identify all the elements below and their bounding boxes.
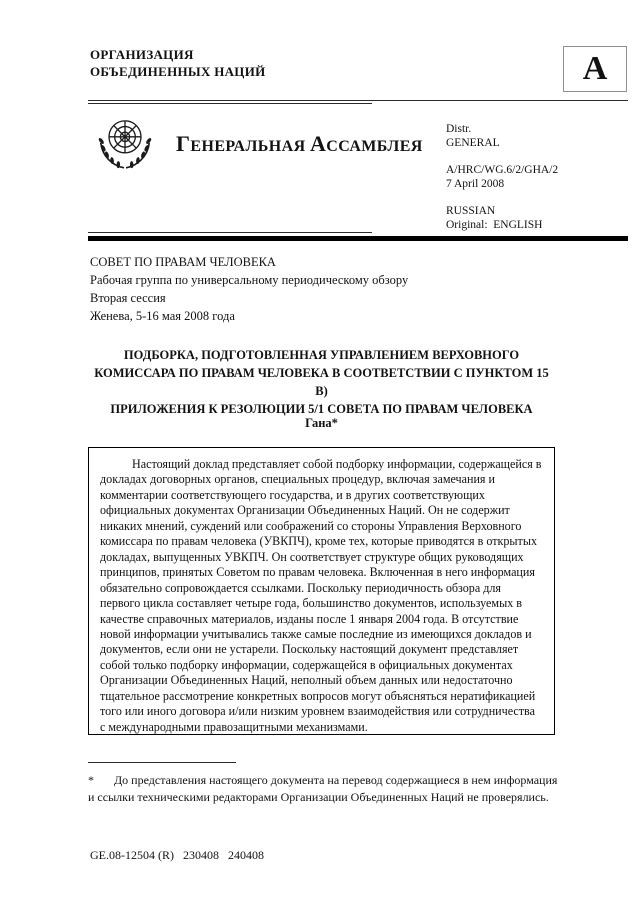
council-name: СОВЕТ ПО ПРАВАМ ЧЕЛОВЕКА xyxy=(90,255,276,269)
header-rule-short xyxy=(88,103,372,104)
document-title-line: КОМИССАРА ПО ПРАВАМ ЧЕЛОВЕКА В СООТВЕТСТВИИ С ПУНКТОМ 15 В) xyxy=(94,366,549,398)
assembly-title xyxy=(176,131,423,157)
header-rule-full xyxy=(88,100,628,101)
distr-type: GENERAL xyxy=(446,136,500,149)
doc-symbol: A/HRC/WG.6/2/GHA/2 xyxy=(446,164,559,176)
doc-original-language: Original: ENGLISH xyxy=(446,218,543,231)
un-emblem-icon xyxy=(92,109,158,175)
document-footer-code: GE.08-12504 (R) 230408 240408 xyxy=(90,848,264,862)
series-letter: A xyxy=(582,50,608,87)
doc-date: 7 April 2008 xyxy=(446,177,505,190)
session-number: Вторая сессия xyxy=(90,291,166,305)
assembly-title-text: ЕНЕРАЛЬНАЯ xyxy=(190,138,306,155)
info-spacer xyxy=(446,191,626,205)
info-spacer xyxy=(446,150,626,164)
footnote-text: До представления настоящего документа на перевод содержащиеся в нем информация и ссылки техническими редакторами Организации Объединенных Наций не проверялись. xyxy=(88,773,558,804)
footnote-separator xyxy=(88,762,236,763)
series-letter-box xyxy=(563,46,627,92)
country-heading: Гана* xyxy=(305,416,338,430)
session-venue: Женева, 5-16 мая 2008 года xyxy=(90,309,235,323)
assembly-title-text: Г xyxy=(176,131,191,156)
assembly-title-text: А xyxy=(309,131,327,156)
org-name-line2: ОБЪЕДИНЕННЫХ НАЦИЙ xyxy=(90,64,266,79)
document-title-line: ПОДБОРКА, ПОДГОТОВЛЕННАЯ УПРАВЛЕНИЕМ ВЕРХОВНОГО xyxy=(123,348,520,362)
summary-paragraph: Настоящий доклад представляет собой подборку информации, содержащейся в докладах договорных органов, специальных процедур, включая замечания и комментарии соответствующего государства, и в других соответствующих официальных документах Организации Объединенных Наций. Он не содержит никаких мнений, суждений или соображений со стороны Управления Верховного комиссара по правам человека (УВКПЧ), кроме тех, которые приводятся в открытых докладах, выпущенных УВКПЧ. Он соответствует структуре общих руководящих принципов, принятых Советом по правам человека. Включенная в него информация обязательно сопровождается ссылками. Поскольку периодичность обзора для первого цикла составляет четыре года, большинство документов, используемых в качестве справочных материалов, изданы после 1 января 2004 года. В отсутствие новой информации учитывались также самые последние из имеющихся докладов и документов, если они не устарели. Поскольку настоящий документ представляет собой только подборку информации, содержащейся в официальных документах Организации Объединенных Наций, неполный объем данных или недостаточно тщательное рассмотрение конкретных вопросов могут объясняться нератификацией того или иного договора и/или низким уровнем взаимодействия или сотрудничества с международными правозащитными механизмами. xyxy=(100,457,542,734)
masthead-rule-short xyxy=(88,232,372,233)
document-title-line: ПРИЛОЖЕНИЯ К РЕЗОЛЮЦИИ 5/1 СОВЕТА ПО ПРАВАМ ЧЕЛОВЕКА xyxy=(110,402,533,416)
assembly-title-text: ССАМБЛЕЯ xyxy=(326,138,423,155)
doc-language: RUSSIAN xyxy=(446,205,496,217)
working-group: Рабочая группа по универсальному периодическому обзору xyxy=(90,273,409,287)
org-name-line1: ОРГАНИЗАЦИЯ xyxy=(90,47,194,62)
masthead-rule-thick xyxy=(88,236,628,241)
document-title xyxy=(88,346,555,418)
footnote xyxy=(88,772,558,805)
distr-label: Distr. xyxy=(446,123,472,135)
org-name xyxy=(90,46,266,80)
session-block xyxy=(90,253,408,325)
footnote-marker: * xyxy=(88,773,94,787)
summary-box xyxy=(88,447,555,735)
document-info xyxy=(446,123,626,232)
